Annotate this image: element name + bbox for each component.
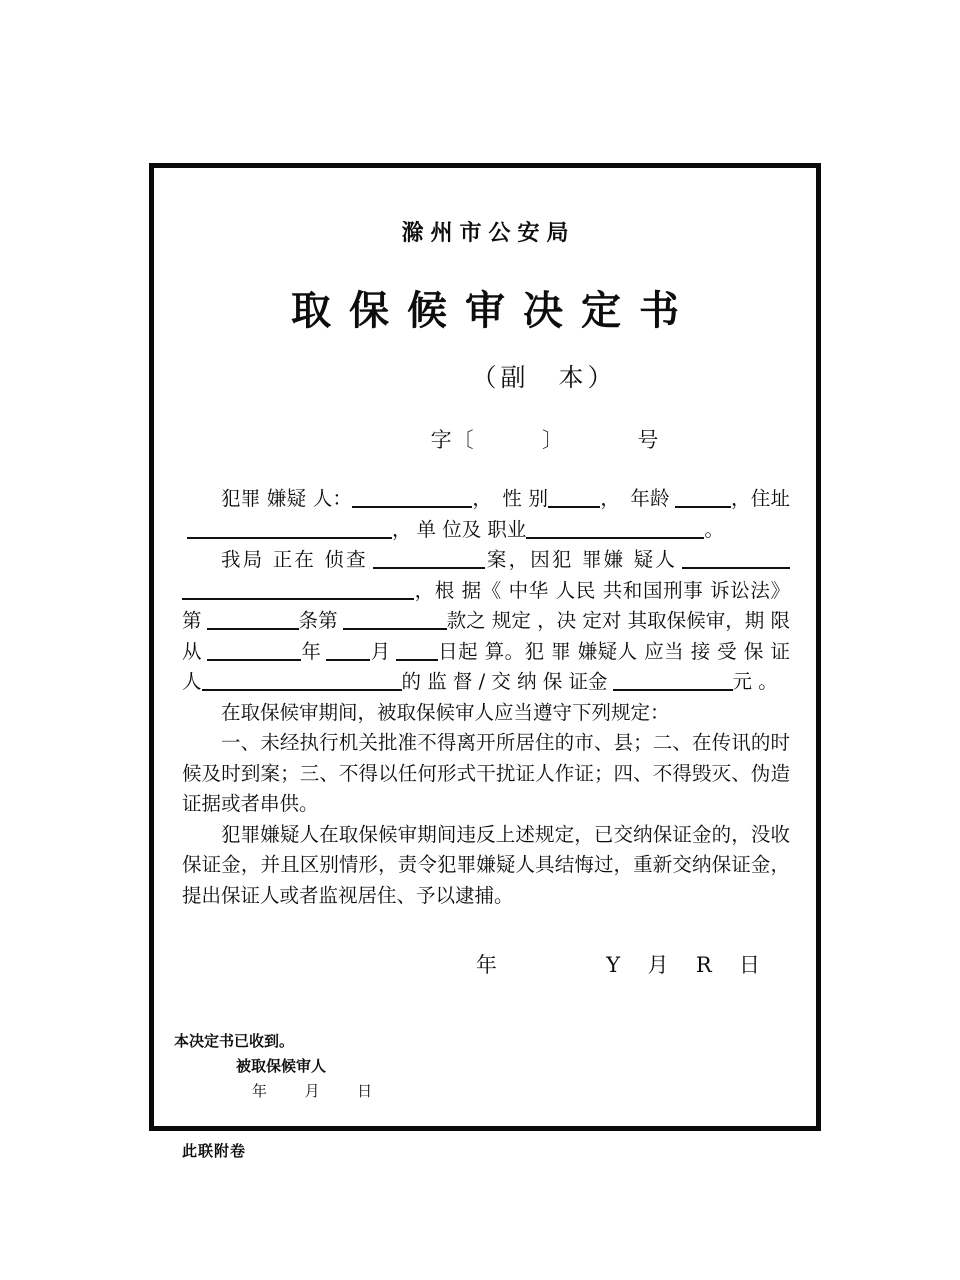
guarantor-text-1: 人 应当 接 受 保 证 人 [182, 639, 790, 693]
start-month-blank[interactable] [326, 643, 370, 661]
article-number-blank[interactable] [207, 612, 299, 630]
document-subtitle: （副 本） [471, 363, 617, 392]
suspect-reference-blank-continued[interactable] [182, 582, 414, 600]
receipt-date-line [174, 1079, 374, 1104]
suspect-name-blank[interactable] [352, 490, 472, 508]
sex-blank[interactable] [548, 490, 600, 508]
receipt-acknowledgement-block [174, 1029, 374, 1104]
issuing-organization: 滁州市公安局 [401, 220, 576, 246]
start-day-blank[interactable] [396, 643, 438, 661]
doc-number-prefix: 字〔 [430, 428, 475, 452]
guarantor-text-2: 的 监 督 / 交 纳 保 证 [401, 670, 588, 693]
investigation-text-2: 案，因犯 罪嫌 疑人 [484, 548, 677, 571]
case-name-blank[interactable] [373, 551, 485, 569]
investigation-paragraph [182, 545, 790, 698]
comma-4: ， [392, 517, 412, 541]
signature-month-label: 月 [647, 953, 669, 977]
receipt-signer-label: 被取保候审人 [236, 1057, 327, 1075]
clause-number-blank[interactable] [343, 612, 447, 630]
age-label: 年龄 [630, 487, 670, 510]
receipt-acknowledgement-text: 本决定书已收到。 [174, 1032, 295, 1050]
legal-basis-text-3: 条第 [298, 609, 338, 632]
comma-2: ， [600, 487, 621, 510]
receipt-month-label: 月 [304, 1082, 322, 1100]
suspect-identity-paragraph [182, 484, 790, 545]
sex-label: 性 别 [502, 487, 549, 510]
decision-day-label: 日起 算。犯 罪 嫌疑 [437, 639, 618, 663]
document-page [154, 168, 816, 1126]
document-title: 取保候审决定书 [291, 287, 697, 334]
deposit-amount-blank[interactable] [613, 673, 733, 691]
suspect-reference-blank[interactable] [682, 551, 790, 569]
signature-day-label: 日 [739, 953, 760, 977]
comma-3: ， [730, 487, 751, 510]
decision-month-label: 月 [370, 639, 391, 663]
rules-list-paragraph: 一、未经执行机关批准不得离开所居住的市、县；二、在传讯的时候及时到案；三、不得以任何形式干扰证人作证；四、不得毁灭、伪造证据或者串供。 [182, 731, 790, 815]
deposit-text-2: 元 。 [732, 670, 778, 693]
age-blank[interactable] [675, 490, 731, 508]
address-label: 住址 [750, 487, 790, 510]
rules-intro-paragraph: 在取保候审期间，被取保候审人应当遵守下列规定： [221, 700, 670, 724]
investigation-text-1: 我局 正在 侦查 [221, 548, 368, 571]
receipt-day-label: 日 [357, 1082, 375, 1100]
start-year-blank[interactable] [207, 643, 301, 661]
signature-month-prefix: Y [606, 953, 621, 977]
legal-basis-text-2: 讼法》第 [182, 578, 790, 632]
doc-number-unit: 号 [637, 428, 660, 452]
file-copy-note: 此联附卷 [182, 1142, 247, 1160]
document-number-line [154, 424, 816, 454]
deposit-text-1: 金 [587, 670, 608, 693]
suspect-label: 犯罪 嫌疑 人： [221, 487, 353, 510]
legal-basis-text-4: 款之 规定 ，决 定对 其取 [446, 609, 667, 632]
signature-day-prefix: R [695, 953, 712, 977]
guarantor-name-blank[interactable] [202, 673, 402, 691]
document-frame [149, 163, 821, 1131]
doc-number-suffix: 〕 [542, 428, 564, 452]
document-body [154, 484, 816, 911]
signature-year-label: 年 [475, 953, 497, 977]
period-1: 。 [704, 517, 724, 541]
work-unit-label: 单 位及 职业 [416, 517, 527, 541]
comma-1: ， [472, 487, 493, 510]
signature-date-line [154, 949, 816, 979]
decision-year-label: 年 [300, 639, 322, 663]
legal-basis-text-1: ，根 据《 中华 人民 共和国刑事 诉 [414, 578, 731, 602]
receipt-year-label: 年 [252, 1082, 270, 1100]
address-blank[interactable] [187, 521, 392, 539]
work-unit-blank[interactable] [526, 521, 704, 539]
violation-consequences-paragraph: 犯罪嫌疑人在取保候审期间违反上述规定，已交纳保证金的，没收保证金，并且区别情形，责令犯罪嫌疑人具结悔过，重新交纳保证金，提出保证人或者监视居住、予以逮捕。 [182, 822, 790, 907]
decision-text-1: 保候审，期 限 从 [182, 609, 790, 663]
